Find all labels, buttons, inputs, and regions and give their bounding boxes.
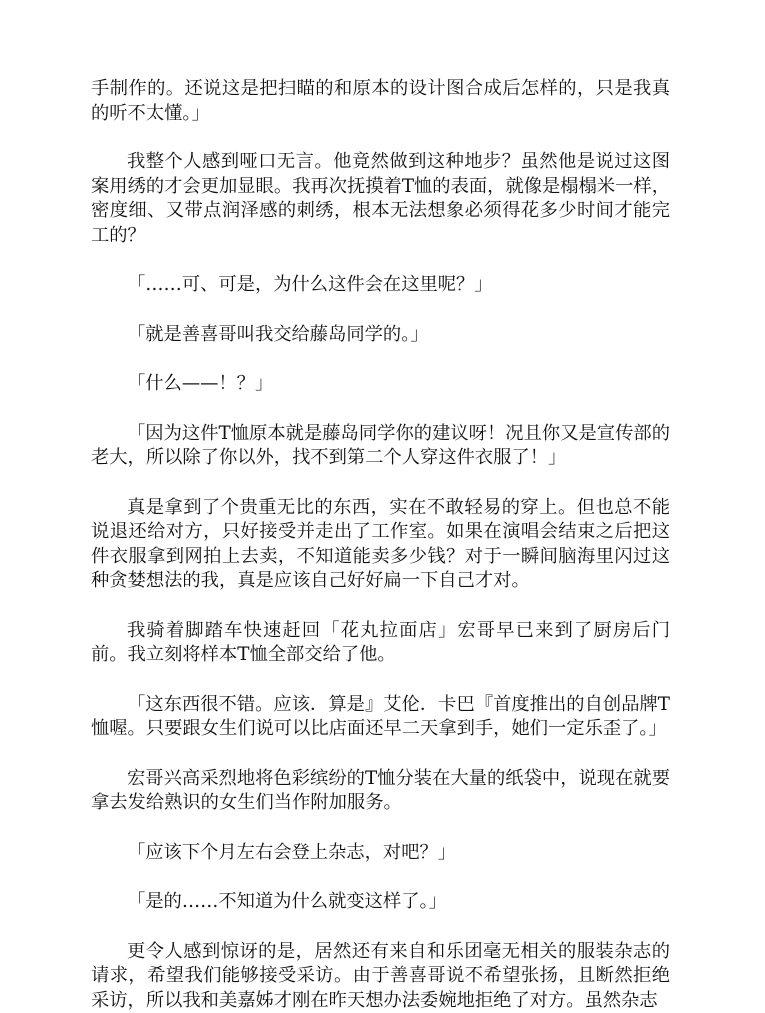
paragraph: 手制作的。还说这是把扫瞄的和原本的设计图合成后怎样的，只是我真的听不太懂。」 <box>91 77 670 126</box>
paragraph: 真是拿到了个贵重无比的东西，实在不敢轻易的穿上。但也总不能说退还给对方，只好接受并走出了工作室。如果在演唱会结束之后把这件衣服拿到网拍上去卖，不知道能卖多少钱？对于一瞬间脑海里闪过这种贪婪想法的我，真是应该自己好好扁一下自己才对。 <box>91 496 670 594</box>
paragraph: 「这东西很不错。应该．算是』艾伦．卡巴『首度推出的自创品牌T恤喔。只要跟女生们说可以比店面还早二天拿到手，她们一定乐歪了。」 <box>91 693 670 742</box>
paragraph: 「因为这件T恤原本就是藤岛同学你的建议呀！况且你又是宣传部的老大，所以除了你以外，找不到第二个人穿这件衣服了！」 <box>91 422 670 471</box>
paragraph: 我整个人感到哑口无言。他竟然做到这种地步？虽然他是说过这图案用绣的才会更加显眼。我再次抚摸着T恤的表面，就像是榻榻米一样，密度细、又带点润泽感的刺绣，根本无法想象必须得花多少时间才能完工的？ <box>91 150 670 248</box>
paragraph: 更令人感到惊讶的是，居然还有来自和乐团毫无相关的服装杂志的请求，希望我们能够接受采访。由于善喜哥说不希望张扬，且断然拒绝采访，所以我和美嘉姊才刚在昨天想办法委婉地拒绝了对方。虽然杂志 <box>91 940 670 1013</box>
paragraph: 宏哥兴高采烈地将色彩缤纷的T恤分装在大量的纸袋中，说现在就要拿去发给熟识的女生们当作附加服务。 <box>91 767 670 816</box>
paragraph: 「就是善喜哥叫我交给藤岛同学的。」 <box>91 323 670 348</box>
paragraph: 「什么——！？」 <box>91 372 670 397</box>
paragraph: 「应该下个月左右会登上杂志，对吧？」 <box>91 841 670 866</box>
paragraph: 我骑着脚踏车快速赶回「花丸拉面店」宏哥早已来到了厨房后门前。我立刻将样本T恤全部交给了他。 <box>91 619 670 668</box>
paragraph: 「是的……不知道为什么就变这样了。」 <box>91 890 670 915</box>
paragraph: 「……可、可是，为什么这件会在这里呢？」 <box>91 273 670 298</box>
